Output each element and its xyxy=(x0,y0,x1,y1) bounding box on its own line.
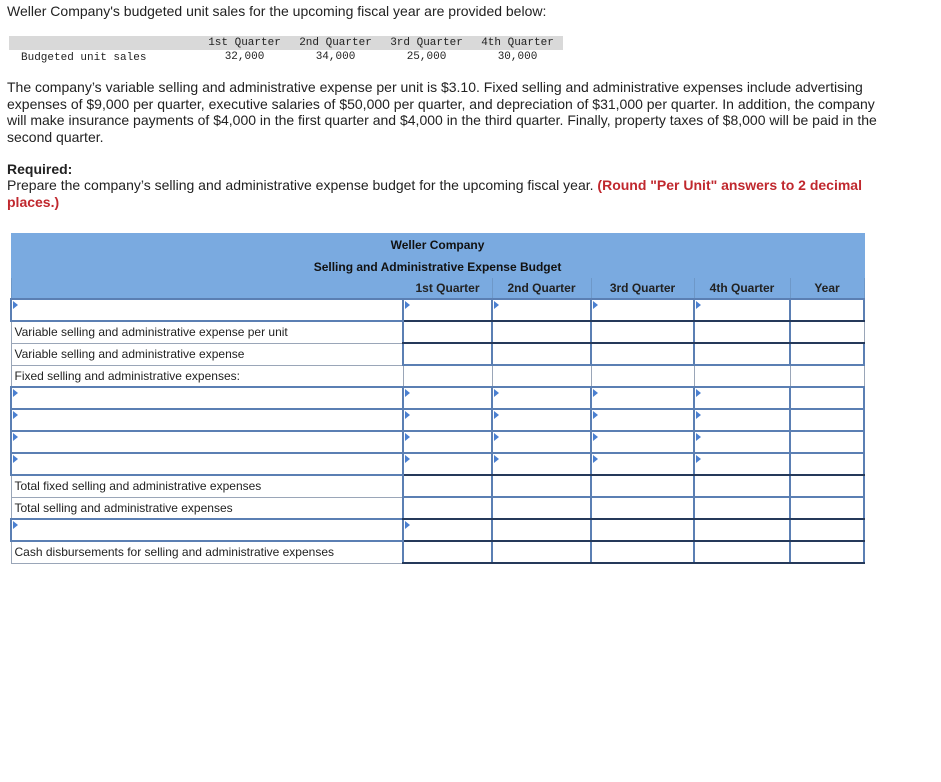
cell-q1[interactable] xyxy=(403,541,492,563)
cell-q4[interactable] xyxy=(694,541,790,563)
cell-q1[interactable] xyxy=(403,431,492,453)
cell-q3[interactable] xyxy=(591,387,694,409)
cell-q1[interactable] xyxy=(403,519,492,541)
cell-q4[interactable] xyxy=(694,497,790,519)
amount-input[interactable] xyxy=(404,476,491,496)
dropdown-marker-icon xyxy=(593,411,598,419)
amount-input[interactable] xyxy=(695,300,789,320)
amount-input[interactable] xyxy=(404,344,491,364)
row-label-total-fixed: Total fixed selling and administrative expenses xyxy=(11,475,403,497)
cell-q1 xyxy=(403,365,492,387)
cell-q3[interactable] xyxy=(591,299,694,321)
cell-year[interactable] xyxy=(790,409,864,431)
amount-input[interactable] xyxy=(695,454,789,474)
dropdown-marker-icon xyxy=(13,433,18,441)
cell-q4[interactable] xyxy=(694,475,790,497)
amount-input[interactable] xyxy=(791,542,863,562)
row-label-var-expense: Variable selling and administrative expense xyxy=(11,343,403,365)
column-header-q2: 2nd Quarter xyxy=(492,278,591,300)
budget-worksheet xyxy=(10,233,865,564)
amount-input[interactable] xyxy=(404,454,491,474)
row-label-input[interactable] xyxy=(11,453,403,475)
amount-input[interactable] xyxy=(592,300,693,320)
dropdown-marker-icon xyxy=(593,455,598,463)
cell-q4[interactable] xyxy=(694,519,790,541)
required-text xyxy=(7,177,877,210)
row-label-input[interactable] xyxy=(11,431,403,453)
amount-input[interactable] xyxy=(695,410,789,430)
amount-input[interactable] xyxy=(493,432,590,452)
dropdown-marker-icon xyxy=(494,389,499,397)
cell-q2[interactable] xyxy=(492,497,591,519)
dropdown-marker-icon xyxy=(696,389,701,397)
dropdown-marker-icon xyxy=(494,433,499,441)
cell-q4[interactable] xyxy=(694,431,790,453)
cell-year[interactable] xyxy=(790,497,864,519)
cell-q2[interactable] xyxy=(492,409,591,431)
row-label-fixed-header: Fixed selling and administrative expenses: xyxy=(11,365,403,387)
amount-input[interactable] xyxy=(791,498,863,518)
cell-q4[interactable] xyxy=(694,343,790,365)
amount-input[interactable] xyxy=(493,498,590,518)
cell-q2[interactable] xyxy=(492,299,591,321)
row-label-var-per-unit: Variable selling and administrative expense per unit xyxy=(11,321,403,343)
given-value-q1: 32,000 xyxy=(224,51,265,63)
amount-input[interactable] xyxy=(791,300,863,320)
amount-input[interactable] xyxy=(493,322,590,342)
row-label-cash-disbursements: Cash disbursements for selling and administrative expenses xyxy=(11,541,403,563)
cell-year[interactable] xyxy=(790,299,864,321)
amount-input[interactable] xyxy=(791,520,863,540)
given-header-q4: 4th Quarter xyxy=(472,36,563,50)
problem-paragraph: The company’s variable selling and administrative expense per unit is $3.10. Fixed selling and administrative expenses include advertising expenses of $9,000 per quarter, executive salaries of $50,000 per quarter, and depreciation of $31,000 per quarter. In addition, the company will make insurance payments of $4,000 in the first quarter and $4,000 in the third quarter. Finally, property taxes of $8,000 will be paid in the second quarter. xyxy=(7,79,877,145)
amount-input[interactable] xyxy=(791,388,863,408)
dropdown-marker-icon xyxy=(696,301,701,309)
rounding-note: (Round "Per Unit" answers to 2 decimal places.) xyxy=(7,177,862,210)
dropdown-marker-icon xyxy=(405,389,410,397)
given-value-q4: 30,000 xyxy=(497,51,538,63)
given-header-q2: 2nd Quarter xyxy=(290,36,381,50)
amount-input[interactable] xyxy=(493,520,590,540)
label-field[interactable] xyxy=(15,454,402,474)
amount-input[interactable] xyxy=(791,454,863,474)
cell-q3[interactable] xyxy=(591,497,694,519)
column-header-q1: 1st Quarter xyxy=(403,278,492,300)
dropdown-marker-icon xyxy=(405,411,410,419)
given-header-q3: 3rd Quarter xyxy=(381,36,472,50)
given-row-label: Budgeted unit sales xyxy=(21,52,147,64)
dropdown-marker-icon xyxy=(494,455,499,463)
amount-input[interactable] xyxy=(493,410,590,430)
amount-input[interactable] xyxy=(493,300,590,320)
cell-q1[interactable] xyxy=(403,343,492,365)
amount-input[interactable] xyxy=(404,520,491,540)
cell-year[interactable] xyxy=(790,431,864,453)
required-title: Required: xyxy=(7,161,73,177)
row-label-total-expenses: Total selling and administrative expenses xyxy=(11,497,403,519)
amount-input[interactable] xyxy=(493,388,590,408)
amount-input[interactable] xyxy=(695,542,789,562)
amount-input[interactable] xyxy=(592,322,693,342)
amount-input[interactable] xyxy=(493,454,590,474)
amount-input[interactable] xyxy=(404,410,491,430)
cell-year[interactable] xyxy=(790,475,864,497)
amount-input[interactable] xyxy=(695,520,789,540)
cell-q3[interactable] xyxy=(591,475,694,497)
amount-input[interactable] xyxy=(493,542,590,562)
amount-input[interactable] xyxy=(695,322,789,342)
cell-year xyxy=(790,365,864,387)
column-header-blank xyxy=(11,278,403,300)
given-header-q1: 1st Quarter xyxy=(199,36,290,50)
cell-q1[interactable] xyxy=(403,321,492,343)
row-label-input[interactable] xyxy=(11,409,403,431)
dropdown-marker-icon xyxy=(494,301,499,309)
amount-input[interactable] xyxy=(493,476,590,496)
dropdown-marker-icon xyxy=(696,433,701,441)
column-header-q3: 3rd Quarter xyxy=(591,278,694,300)
dropdown-marker-icon xyxy=(405,301,410,309)
amount-input[interactable] xyxy=(695,388,789,408)
cell-q2[interactable] xyxy=(492,475,591,497)
amount-input[interactable] xyxy=(592,520,693,540)
given-value-q2: 34,000 xyxy=(315,51,356,63)
amount-input[interactable] xyxy=(592,388,693,408)
cell-q1[interactable] xyxy=(403,409,492,431)
label-field[interactable] xyxy=(15,520,402,540)
cell-year[interactable] xyxy=(790,541,864,563)
cell-q2[interactable] xyxy=(492,431,591,453)
given-value-q3: 25,000 xyxy=(406,51,447,63)
amount-input[interactable] xyxy=(592,344,693,364)
dropdown-marker-icon xyxy=(593,301,598,309)
cell-q4[interactable] xyxy=(694,321,790,343)
cell-q4[interactable] xyxy=(694,387,790,409)
cell-q1[interactable] xyxy=(403,497,492,519)
cell-year[interactable] xyxy=(790,519,864,541)
amount-input[interactable] xyxy=(695,498,789,518)
amount-input[interactable] xyxy=(592,410,693,430)
cell-q4 xyxy=(694,365,790,387)
cell-q3[interactable] xyxy=(591,519,694,541)
required-instruction: Prepare the company’s selling and administrative expense budget for the upcoming fiscal year. xyxy=(7,177,594,193)
dropdown-marker-icon xyxy=(13,389,18,397)
label-field[interactable] xyxy=(15,432,402,452)
cell-q3[interactable] xyxy=(591,541,694,563)
amount-input[interactable] xyxy=(791,432,863,452)
dropdown-marker-icon xyxy=(13,521,18,529)
amount-input[interactable] xyxy=(592,498,693,518)
given-header-blank xyxy=(9,36,199,50)
dropdown-marker-icon xyxy=(593,433,598,441)
amount-input[interactable] xyxy=(695,476,789,496)
amount-input[interactable] xyxy=(404,542,491,562)
cell-q2[interactable] xyxy=(492,343,591,365)
column-header-q4: 4th Quarter xyxy=(694,278,790,300)
cell-q3[interactable] xyxy=(591,453,694,475)
amount-input[interactable] xyxy=(404,432,491,452)
dropdown-marker-icon xyxy=(593,389,598,397)
cell-q1[interactable] xyxy=(403,299,492,321)
cell-q2[interactable] xyxy=(492,321,591,343)
cell-q3 xyxy=(591,365,694,387)
cell-year xyxy=(790,321,864,343)
dropdown-marker-icon xyxy=(405,433,410,441)
dropdown-marker-icon xyxy=(696,411,701,419)
intro-text: Weller Company's budgeted unit sales for the upcoming fiscal year are provided below: xyxy=(7,3,547,19)
amount-input[interactable] xyxy=(592,476,693,496)
cell-q1[interactable] xyxy=(403,453,492,475)
amount-input[interactable] xyxy=(404,388,491,408)
dropdown-marker-icon xyxy=(494,411,499,419)
amount-input[interactable] xyxy=(592,454,693,474)
amount-input[interactable] xyxy=(404,498,491,518)
cell-q2[interactable] xyxy=(492,541,591,563)
dropdown-marker-icon xyxy=(13,455,18,463)
cell-q2 xyxy=(492,365,591,387)
dropdown-marker-icon xyxy=(405,455,410,463)
row-label-input[interactable] xyxy=(11,387,403,409)
label-field[interactable] xyxy=(15,388,402,408)
cell-year[interactable] xyxy=(790,387,864,409)
cell-q1[interactable] xyxy=(403,475,492,497)
label-field[interactable] xyxy=(15,300,402,320)
cell-q3[interactable] xyxy=(591,321,694,343)
cell-q2[interactable] xyxy=(492,519,591,541)
dropdown-marker-icon xyxy=(696,455,701,463)
cell-q4[interactable] xyxy=(694,409,790,431)
amount-input[interactable] xyxy=(791,344,863,364)
cell-q4[interactable] xyxy=(694,299,790,321)
cell-q3[interactable] xyxy=(591,409,694,431)
worksheet-title: Selling and Administrative Expense Budget xyxy=(11,256,864,278)
cell-q3[interactable] xyxy=(591,343,694,365)
worksheet-company: Weller Company xyxy=(11,234,864,256)
cell-year[interactable] xyxy=(790,343,864,365)
cell-q3[interactable] xyxy=(591,431,694,453)
amount-input[interactable] xyxy=(592,542,693,562)
cell-q2[interactable] xyxy=(492,387,591,409)
budgeted-unit-sales-table xyxy=(9,36,563,64)
dropdown-marker-icon xyxy=(13,301,18,309)
cell-q1[interactable] xyxy=(403,387,492,409)
cell-q4[interactable] xyxy=(694,453,790,475)
column-header-year: Year xyxy=(790,278,864,300)
label-field[interactable] xyxy=(15,410,402,430)
amount-input[interactable] xyxy=(592,432,693,452)
amount-input[interactable] xyxy=(404,322,491,342)
amount-input[interactable] xyxy=(404,300,491,320)
cell-year[interactable] xyxy=(790,453,864,475)
amount-input[interactable] xyxy=(791,410,863,430)
dropdown-marker-icon xyxy=(13,411,18,419)
dropdown-marker-icon xyxy=(405,521,410,529)
amount-input[interactable] xyxy=(695,344,789,364)
amount-input[interactable] xyxy=(695,432,789,452)
amount-input[interactable] xyxy=(493,344,590,364)
cell-q2[interactable] xyxy=(492,453,591,475)
amount-input[interactable] xyxy=(791,476,863,496)
row-label-input[interactable] xyxy=(11,299,403,321)
row-label-input[interactable] xyxy=(11,519,403,541)
